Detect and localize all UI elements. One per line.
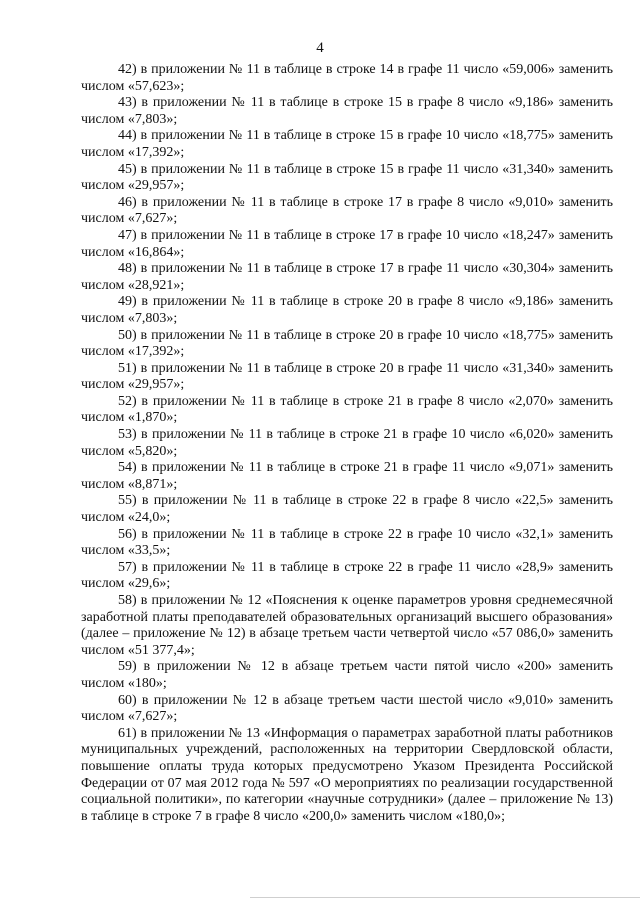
amendment-item: 46) в приложении № 11 в таблице в строке 17 в графе 8 число «9,010» заменить числом «7,627»; [81,194,613,227]
page-number: 4 [316,40,324,56]
amendment-item: 55) в приложении № 11 в таблице в строке 22 в графе 8 число «22,5» заменить числом «24,0»; [81,493,613,526]
amendment-item: 61) в приложении № 13 «Информация о параметрах заработной платы работников муниципальных учреждений, расположенных на территории Свердловской области, повышение оплаты труда которых предусмотрено Указом Президента Российской Федерации от 07 мая 2012 года № 597 «О мероприятиях по реализации государственной социальной политики», по категории «научные сотрудники» (далее – приложение № 13) в таблице в строке 7 в графе 8 число «200,0» заменить числом «180,0»; [81,725,613,824]
amendment-item: 56) в приложении № 11 в таблице в строке 22 в графе 10 число «32,1» заменить числом «33,5»; [81,526,613,559]
amendment-item: 49) в приложении № 11 в таблице в строке 20 в графе 8 число «9,186» заменить числом «7,803»; [81,294,613,326]
bottom-divider [250,897,640,898]
amendment-item: 54) в приложении № 11 в таблице в строке 21 в графе 11 число «9,071» заменить числом «8,871»; [81,460,613,492]
amendment-item: 48) в приложении № 11 в таблице в строке 17 в графе 11 число «30,304» заменить числом «28,921»; [81,261,613,293]
amendment-item: 43) в приложении № 11 в таблице в строке 15 в графе 8 число «9,186» заменить числом «7,803»; [81,95,613,127]
amendment-item: 57) в приложении № 11 в таблице в строке 22 в графе 11 число «28,9» заменить числом «29,6»; [81,559,613,592]
amendment-item: 52) в приложении № 11 в таблице в строке 21 в графе 8 число «2,070» заменить числом «1,870»; [81,393,613,426]
amendment-item: 42) в приложении № 11 в таблице в строке 14 в графе 11 число «59,006» заменить числом «57,623»; [81,62,613,94]
amendment-item: 53) в приложении № 11 в таблице в строке 21 в графе 10 число «6,020» заменить числом «5,820»; [81,427,613,459]
amendment-item: 60) в приложении № 12 в абзаце третьем части шестой число «9,010» заменить числом «7,627»; [81,692,613,725]
document-body [81,62,613,825]
amendment-item: 51) в приложении № 11 в таблице в строке 20 в графе 11 число «31,340» заменить числом «29,957»; [81,360,613,393]
amendment-item: 50) в приложении № 11 в таблице в строке 20 в графе 10 число «18,775» заменить числом «17,392»; [81,327,613,360]
amendment-item: 59) в приложении № 12 в абзаце третьем части пятой число «200» заменить числом «180»; [81,659,613,691]
amendment-item: 44) в приложении № 11 в таблице в строке 15 в графе 10 число «18,775» заменить числом «17,392»; [81,128,613,160]
amendment-item: 47) в приложении № 11 в таблице в строке 17 в графе 10 число «18,247» заменить числом «16,864»; [81,227,613,260]
amendment-item: 58) в приложении № 12 «Пояснения к оценке параметров уровня среднемесячной заработной платы преподавателей образовательных организаций высшего образования» (далее – приложение № 12) в абзаце третьем части четвертой число «57 086,0» заменить числом «51 377,4»; [81,593,613,658]
amendment-item: 45) в приложении № 11 в таблице в строке 15 в графе 11 число «31,340» заменить числом «29,957»; [81,161,613,194]
